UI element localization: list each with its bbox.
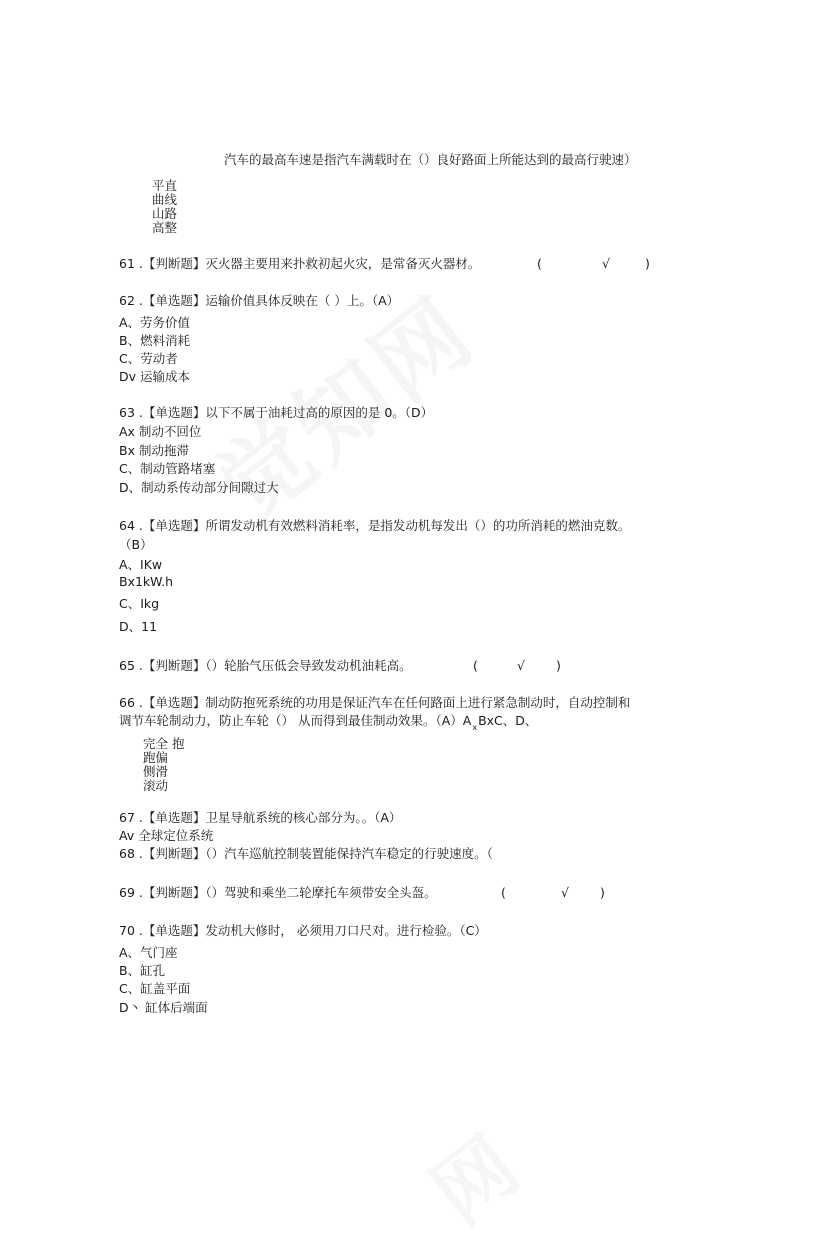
q66-text-line1: 66 .【单选题】制动防抱死系统的功用是保证汽车在任何路面上进行紧急制动时，自动控制和 [119,695,631,710]
q63-option: Ax 制动不回位 [119,424,202,439]
q60-option: 高整 [152,220,178,235]
q66-option: 跑偏 [143,750,169,765]
q62-option: A、劳务价值 [119,315,191,330]
watermark-bottom [404,1031,635,1249]
q64-text: 64 .【单选题】所谓发动机有效燃料消耗率，是指发动机每发出（）的功所消耗的燃油克数。 [119,518,631,533]
q63-option: C、制动管路堵塞 [119,461,216,476]
q60-stem: 汽车的最高车速是指汽车满载时在（）良好路面上所能达到的最高行驶速） [224,152,637,167]
q60-option: 平直 [152,178,178,193]
q61-paren-close: ) [645,256,650,271]
q65-paren-open: ( [473,658,478,673]
q62-option: C、劳动者 [119,351,178,366]
q60-option: 山路 [152,206,178,221]
q66-line2-subscript: x [472,723,478,732]
q63-text: 63 .【单选题】以下不属于油耗过高的原因的是 0。（D） [119,405,434,420]
q64-option: Bx1kW.h [119,574,173,589]
q67-text: 67 .【单选题】卫星导航系统的核心部分为。。（A） [119,810,402,825]
q63-option: D、制动系传动部分间隙过大 [119,480,279,495]
q65-text: 65 .【判断题】（）轮胎气压低会导致发动机油耗高。 [119,658,412,673]
q70-option: D丶 缸体后端面 [119,1000,208,1015]
q62-text: 62 .【单选题】运输价值具体反映在（ ）上。（A） [119,293,400,308]
q64-answer: （B） [119,537,153,552]
q70-option: B、缸孔 [119,963,166,978]
q65-check-mark: √ [517,658,525,673]
q61-paren-open: ( [537,256,542,271]
q69-check-mark: √ [561,885,569,900]
q64-option: C、Ikg [119,596,160,611]
q67-option: Av 全球定位系统 [119,828,214,843]
q62-option: B、燃料消耗 [119,333,191,348]
q61-text: 61 .【判断题】灭火器主要用来扑救初起火灾，是常备灭火器材。 [119,256,481,271]
q60-option: 曲线 [152,192,178,207]
q66-option: 完全 抱 [143,736,185,751]
q66-text-line2 [119,713,537,731]
q68-text: 68 .【判断题】（）汽车巡航控制装置能保持汽车稳定的行驶速度。（ [119,846,493,861]
q64-option: A、IKw [119,557,163,572]
q69-text: 69 .【判断题】（）驾驶和乘坐二轮摩托车须带安全头盔。 [119,885,437,900]
q70-option: A、气门座 [119,945,178,960]
q70-option: C、缸盖平面 [119,981,191,996]
q66-line2-tail: BxC、D、 [478,713,538,728]
q70-text: 70 .【单选题】发动机大修时， 必须用刀口尺对。进行检验。（C） [119,923,487,938]
q65-paren-close: ) [556,658,561,673]
q62-option: Dv 运输成本 [119,369,190,384]
q66-option: 滚动 [143,778,169,793]
q64-option: D、11 [119,619,158,634]
q66-line2-main: 调节车轮制动力，防止车轮（） 从而得到最佳制动效果。（A）A [119,713,472,728]
q61-check-mark: √ [602,256,610,271]
q66-option: 侧滑 [143,764,169,779]
q69-paren-close: ) [600,885,605,900]
q63-option: Bx 制动拖滞 [119,443,189,458]
q69-paren-open: ( [501,885,506,900]
